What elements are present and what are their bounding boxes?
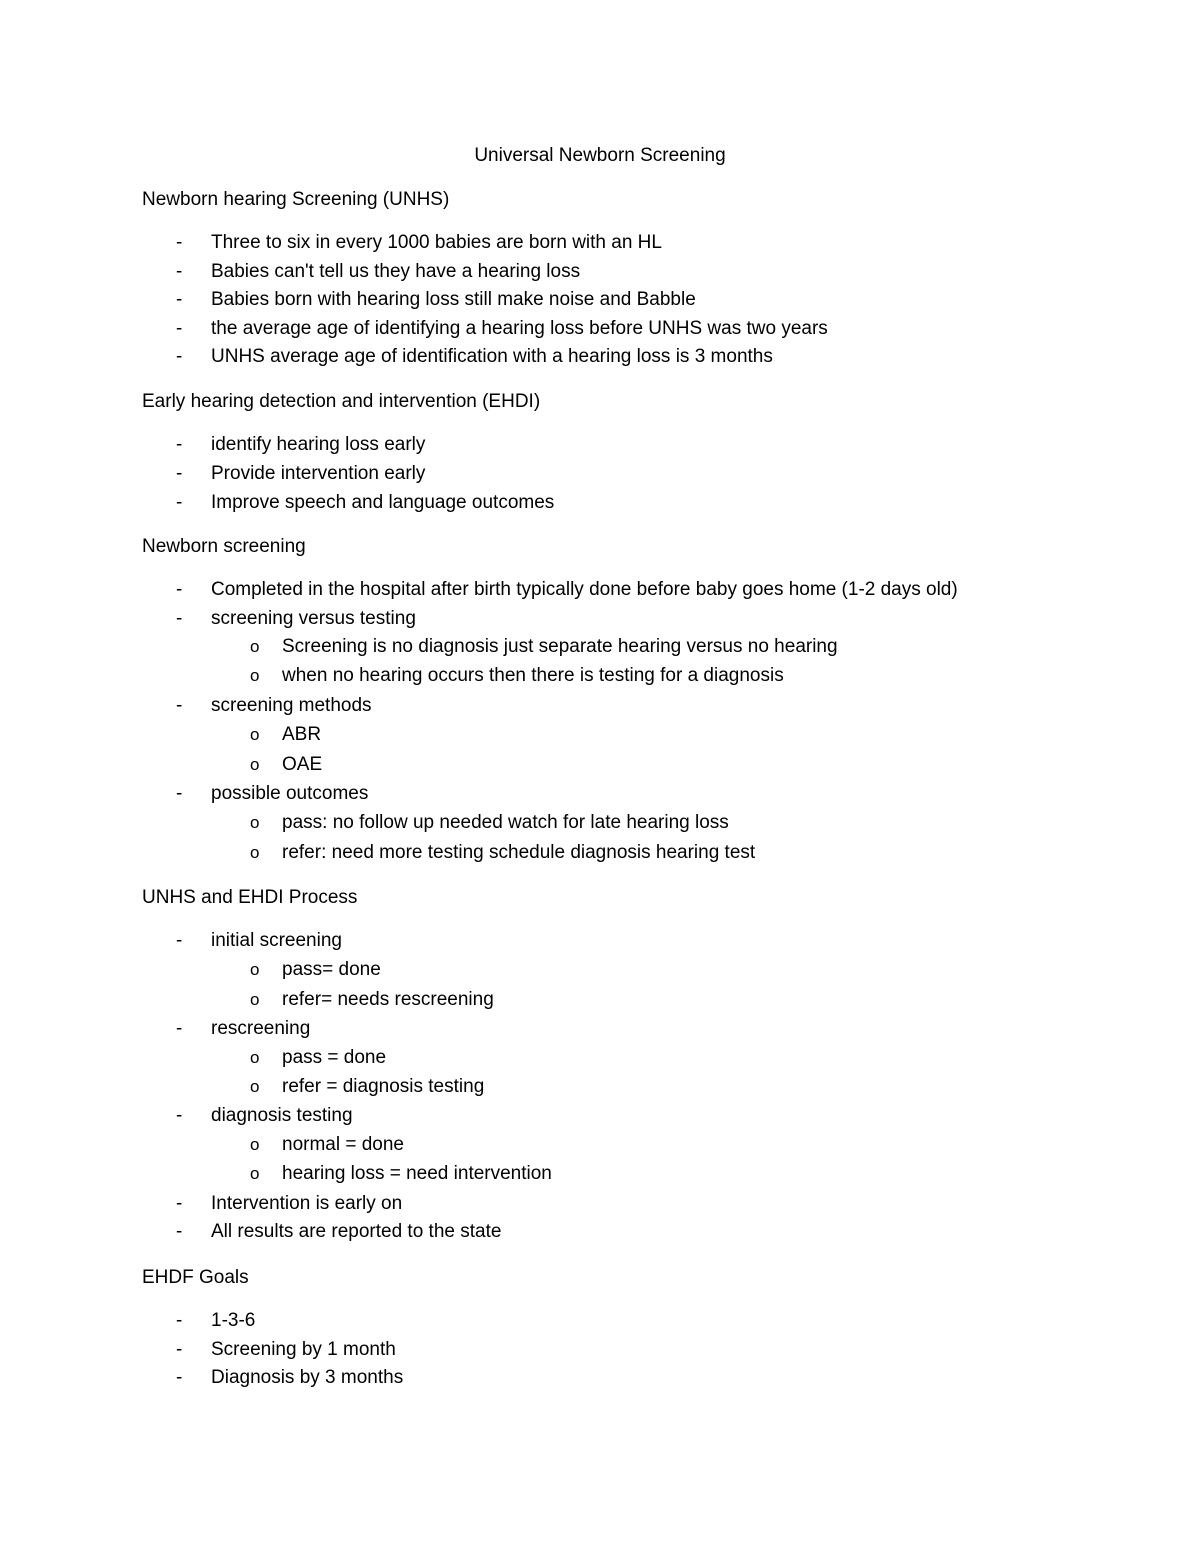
section-heading: UNHS and EHDI Process xyxy=(142,887,358,908)
circle-bullet: o xyxy=(250,755,260,774)
dash-bullet: - xyxy=(176,1310,183,1331)
section-heading: EHDF Goals xyxy=(142,1267,249,1288)
dash-bullet: - xyxy=(176,346,183,367)
circle-bullet: o xyxy=(250,1077,260,1096)
dash-bullet: - xyxy=(176,463,183,484)
list-item-text: Completed in the hospital after birth typically done before baby goes home (1-2 days old) xyxy=(211,579,958,600)
list-item-text: screening methods xyxy=(211,695,372,716)
circle-bullet: o xyxy=(250,990,260,1009)
dash-bullet: - xyxy=(176,1221,183,1242)
sub-list-item-text: OAE xyxy=(282,754,323,775)
dash-bullet: - xyxy=(176,783,183,804)
dash-bullet: - xyxy=(176,579,183,600)
list-item-text: diagnosis testing xyxy=(211,1105,353,1126)
list-item-text: All results are reported to the state xyxy=(211,1221,502,1242)
dash-bullet: - xyxy=(176,232,183,253)
sub-list-item-text: refer: need more testing schedule diagnosis hearing test xyxy=(282,842,756,863)
list-item-text: Improve speech and language outcomes xyxy=(211,492,555,513)
sub-list-item-text: normal = done xyxy=(282,1134,404,1155)
circle-bullet: o xyxy=(250,637,260,656)
list-item-text: 1-3-6 xyxy=(211,1310,256,1331)
dash-bullet: - xyxy=(176,434,183,455)
sub-list-item-text: refer = diagnosis testing xyxy=(282,1076,485,1097)
list-item-text: Provide intervention early xyxy=(211,463,426,484)
circle-bullet: o xyxy=(250,666,260,685)
list-item-text: Intervention is early on xyxy=(211,1193,403,1214)
sub-list-item-text: refer= needs rescreening xyxy=(282,989,494,1010)
dash-bullet: - xyxy=(176,318,183,339)
sub-list-item-text: Screening is no diagnosis just separate hearing versus no hearing xyxy=(282,636,838,657)
section-heading: Early hearing detection and intervention (EHDI) xyxy=(142,391,541,412)
dash-bullet: - xyxy=(176,1018,183,1039)
circle-bullet: o xyxy=(250,813,260,832)
dash-bullet: - xyxy=(176,695,183,716)
dash-bullet: - xyxy=(176,1367,183,1388)
sub-list-item-text: pass: no follow up needed watch for late hearing loss xyxy=(282,812,729,833)
list-item-text: initial screening xyxy=(211,930,342,951)
sub-list-item-text: ABR xyxy=(282,724,322,745)
list-item-text: Babies born with hearing loss still make noise and Babble xyxy=(211,289,696,310)
dash-bullet: - xyxy=(176,261,183,282)
list-item-text: rescreening xyxy=(211,1018,311,1039)
circle-bullet: o xyxy=(250,960,260,979)
list-item-text: the average age of identifying a hearing loss before UNHS was two years xyxy=(211,318,828,339)
dash-bullet: - xyxy=(176,492,183,513)
section-heading: Newborn screening xyxy=(142,536,306,557)
circle-bullet: o xyxy=(250,725,260,744)
document-title: Universal Newborn Screening xyxy=(474,145,726,166)
circle-bullet: o xyxy=(250,1048,260,1067)
dash-bullet: - xyxy=(176,1339,183,1360)
list-item-text: Babies can't tell us they have a hearing loss xyxy=(211,261,581,282)
dash-bullet: - xyxy=(176,608,183,629)
dash-bullet: - xyxy=(176,930,183,951)
list-item-text: Three to six in every 1000 babies are born with an HL xyxy=(211,232,662,253)
sub-list-item-text: pass = done xyxy=(282,1047,387,1068)
sub-list-item-text: hearing loss = need intervention xyxy=(282,1163,552,1184)
dash-bullet: - xyxy=(176,289,183,310)
list-item-text: Diagnosis by 3 months xyxy=(211,1367,404,1388)
dash-bullet: - xyxy=(176,1105,183,1126)
circle-bullet: o xyxy=(250,1135,260,1154)
sub-list-item-text: pass= done xyxy=(282,959,381,980)
section-heading: Newborn hearing Screening (UNHS) xyxy=(142,189,450,210)
list-item-text: screening versus testing xyxy=(211,608,416,629)
list-item-text: Screening by 1 month xyxy=(211,1339,396,1360)
list-item-text: identify hearing loss early xyxy=(211,434,426,455)
sub-list-item-text: when no hearing occurs then there is testing for a diagnosis xyxy=(282,665,784,686)
list-item-text: UNHS average age of identification with a hearing loss is 3 months xyxy=(211,346,773,367)
circle-bullet: o xyxy=(250,1164,260,1183)
list-item-text: possible outcomes xyxy=(211,783,369,804)
dash-bullet: - xyxy=(176,1193,183,1214)
circle-bullet: o xyxy=(250,843,260,862)
